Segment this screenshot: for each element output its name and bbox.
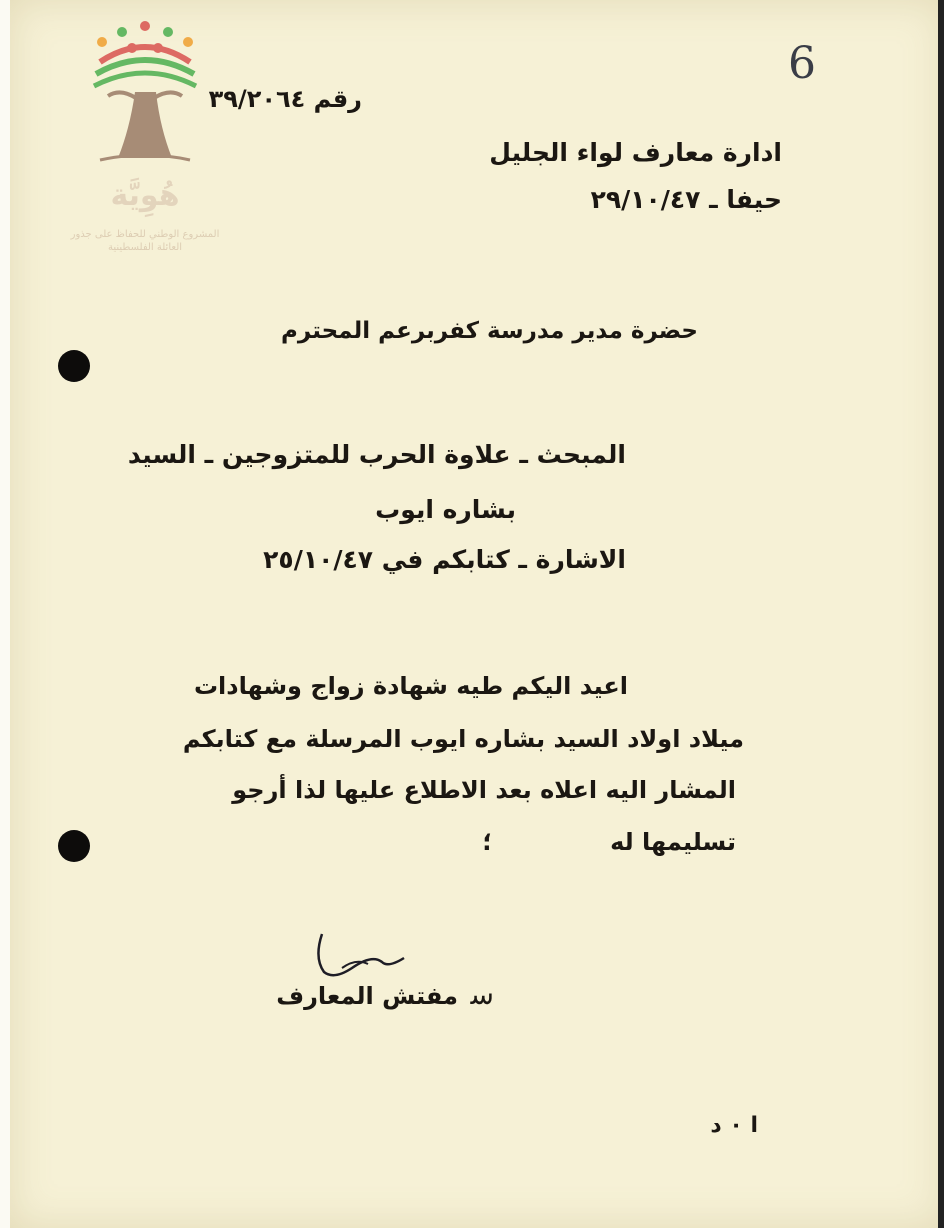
- body-line-4-mark: ؛: [482, 828, 492, 856]
- scan-right-edge: [938, 0, 944, 1228]
- reference-number: رقم ٣٩/٢٠٦٤: [208, 85, 362, 113]
- body-line-3: المشار اليه اعلاه بعد الاطلاع عليها لذا أرجو: [232, 776, 736, 804]
- addressee: حضرة مدير مدرسة كفربرعم المحترم: [281, 318, 698, 344]
- scan-left-margin: [0, 0, 10, 1228]
- body-line-1: اعيد اليكم طيه شهادة زواج وشهادات: [193, 672, 628, 700]
- watermark-brand: هُوِيَّة: [110, 178, 180, 213]
- page-number: 6: [788, 38, 816, 89]
- signature-title: مفتش المعارف: [276, 982, 458, 1010]
- punch-hole-bottom: [58, 830, 90, 862]
- body-line-2: ميلاد اولاد السيد بشاره ايوب المرسلة مع كتابكم: [182, 725, 744, 753]
- reference-line: الاشارة ـ كتابكم في ٢٥/١٠/٤٧: [263, 545, 626, 574]
- watermark-tagline: المشروع الوطني للحفاظ على جذور العائلة الفلسطينية: [70, 229, 220, 253]
- family-tree-logo-icon: [70, 18, 220, 178]
- footer-initials: ا ٠ د: [710, 1113, 758, 1138]
- subject-line-2: بشاره ايوب: [375, 495, 516, 524]
- hawiya-watermark: [70, 18, 230, 268]
- signature-initial: ﺳ: [470, 978, 494, 1011]
- body-line-4: تسليمها له: [610, 828, 736, 856]
- subject-line-1: المبحث ـ علاوة الحرب للمتزوجين ـ السيد: [127, 440, 626, 469]
- punch-hole-top: [58, 350, 90, 382]
- office-name: ادارة معارف لواء الجليل: [489, 138, 782, 167]
- place-date: حيفا ـ ٢٩/١٠/٤٧: [590, 185, 782, 214]
- handwritten-signature-icon: [312, 928, 412, 988]
